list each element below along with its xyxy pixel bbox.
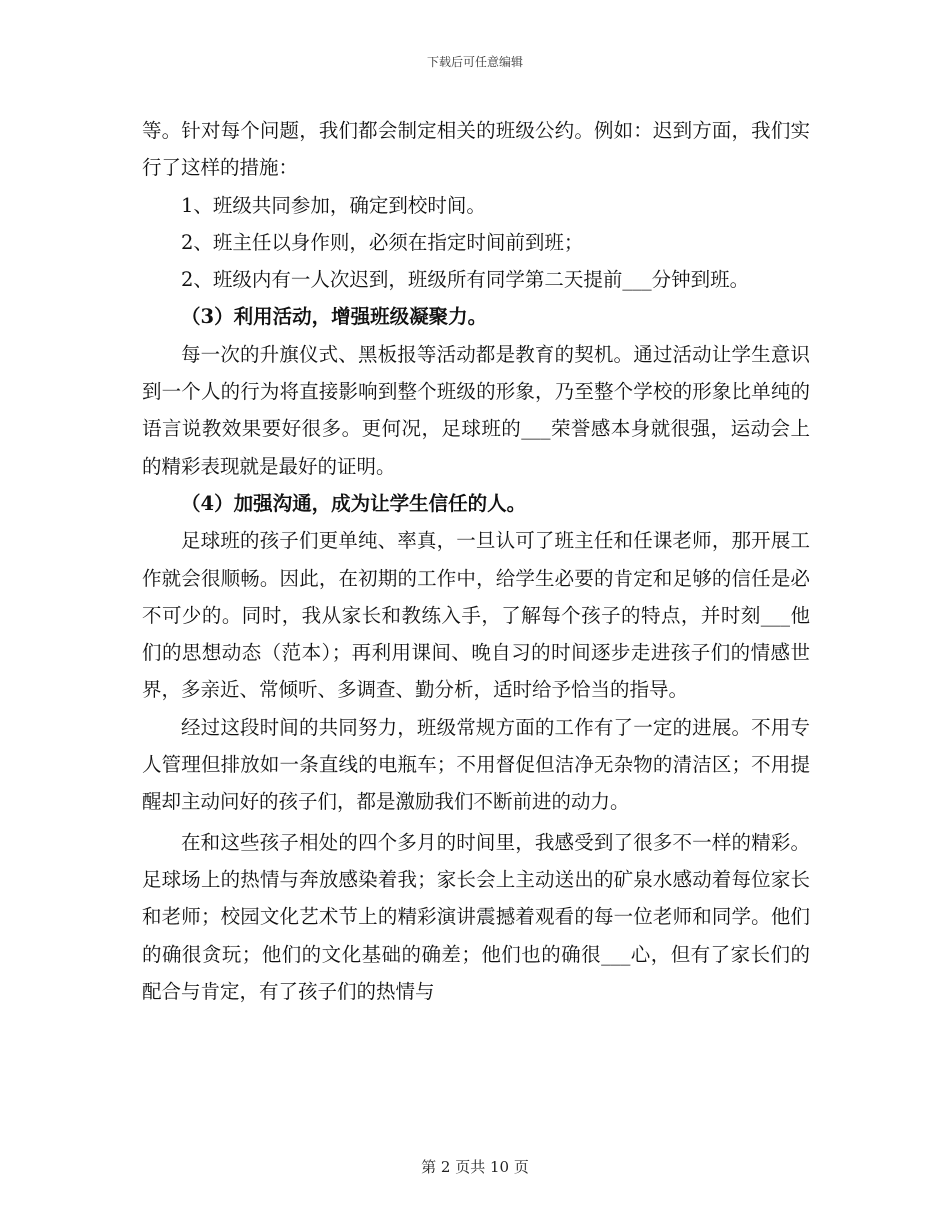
- paragraph-continuation: 等。针对每个问题，我们都会制定相关的班级公约。例如：迟到方面，我们实行了这样的措施：: [142, 119, 810, 180]
- list-item-2: 2、班主任以身作则，必须在指定时间前到班；: [181, 230, 584, 254]
- paragraph-activities: 每一次的升旗仪式、黑板报等活动都是教育的契机。通过活动让学生意识到一个人的行为将直接影响到整个班级的形象，乃至整个学校的形象比单纯的语言说教效果要好很多。更何况，足球班的___荣誉感本身就很强，运动会上的精彩表现就是最好的证明。: [142, 342, 810, 478]
- paragraph-reflection: 在和这些孩子相处的四个多月的时间里，我感受到了很多不一样的精彩。足球场上的热情与奔放感染着我；家长会上主动送出的矿泉水感动着每位家长和老师；校园文化艺术节上的精彩演讲震撼着观看的每一位老师和同学。他们的确很贪玩；他们的文化基础的确差；他们也的确很___心，但有了家长们的配合与肯定，有了孩子们的热情与: [142, 830, 810, 1003]
- list-item-3: 2、班级内有一人次迟到，班级所有同学第二天提前___分钟到班。: [181, 268, 750, 292]
- page-footer: 第 2 页共 10 页: [421, 1158, 529, 1176]
- paragraph-progress: 经过这段时间的共同努力，班级常规方面的工作有了一定的进展。不用专人管理但排放如一条直线的电瓶车；不用督促但洁净无杂物的清洁区；不用提醒却主动问好的孩子们，都是激励我们不断前进的动力。: [142, 715, 810, 814]
- section-heading-3: （3）利用活动，增强班级凝聚力。: [181, 305, 488, 329]
- document-body: [142, 112, 810, 1010]
- page-header: 下载后可任意编辑: [426, 55, 523, 69]
- list-item-1: 1、班级共同参加，确定到校时间。: [181, 193, 486, 217]
- section-heading-4: （4）加强沟通，成为让学生信任的人。: [181, 491, 527, 515]
- paragraph-communication: 足球班的孩子们更单纯、率真，一旦认可了班主任和任课老师，那开展工作就会很顺畅。因此，在初期的工作中，给学生必要的肯定和足够的信任是必不可少的。同时，我从家长和教练入手，了解每个孩子的特点，并时刻___他们的思想动态（范本）；再利用课间、晚自习的时间逐步走进孩子们的情感世界，多亲近、常倾听、多调查、勤分析，适时给予恰当的指导。: [142, 529, 810, 702]
